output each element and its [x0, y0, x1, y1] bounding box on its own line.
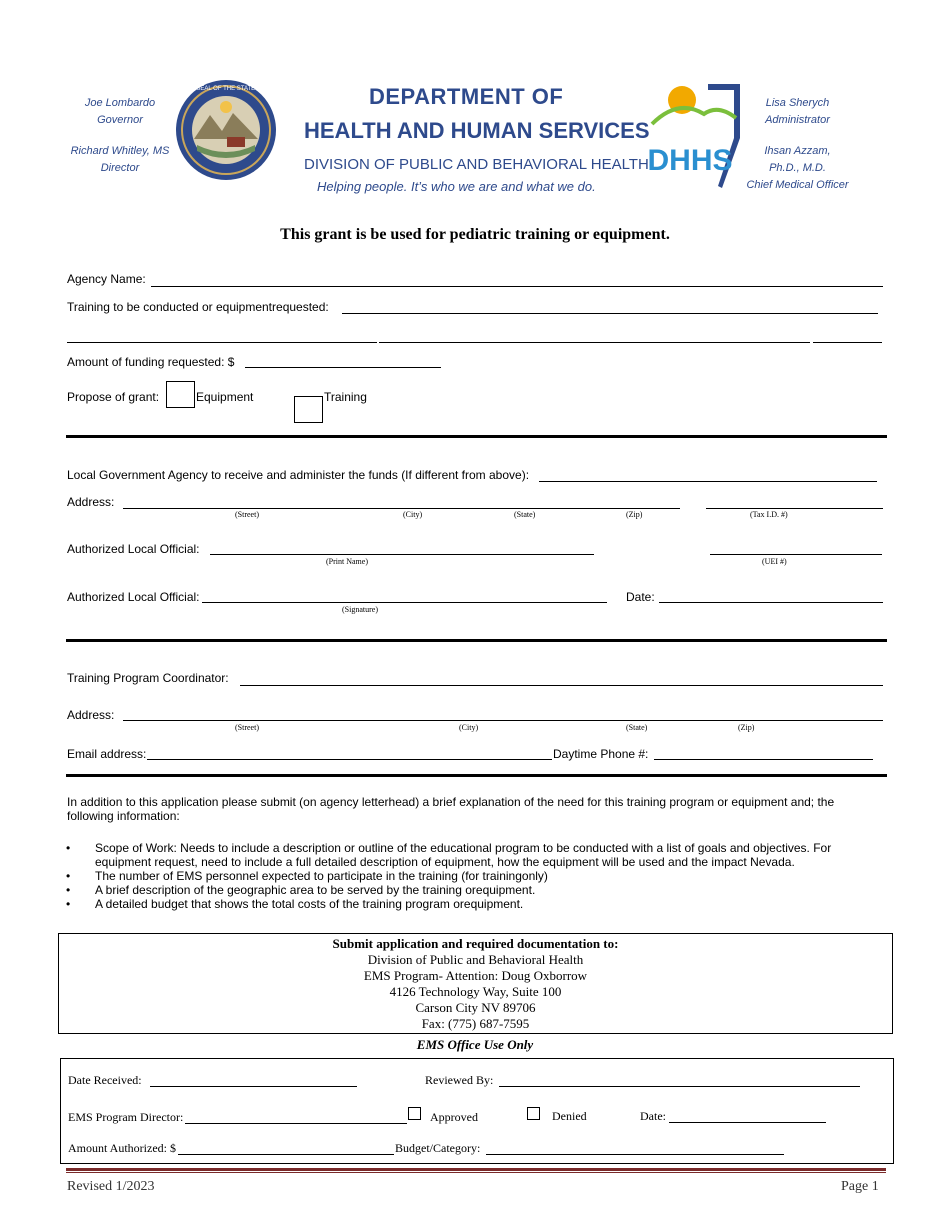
official-print-name-field[interactable]: [210, 554, 594, 555]
uei-caption: (UEI #): [762, 557, 787, 566]
state-caption: (State): [626, 723, 648, 732]
approved-checkbox[interactable]: [408, 1107, 421, 1120]
training-equipment-field-2b[interactable]: [379, 342, 810, 343]
amount-requested-label: Amount of funding requested: $: [67, 355, 235, 369]
tagline: Helping people. It’s who we are and what we do.: [317, 179, 596, 194]
coordinator-field[interactable]: [240, 685, 883, 686]
admin-name: Lisa Sherych: [765, 97, 830, 109]
cmo-name-1: Ihsan Azzam,: [764, 145, 831, 157]
governor-title: Governor: [97, 114, 143, 126]
governor-name: Joe Lombardo: [84, 97, 156, 109]
seal-text: THE GREAT SEAL OF THE STATE OF NEVADA: [160, 86, 292, 92]
street-caption: (Street): [235, 510, 259, 519]
purpose-label: Propose of grant:: [67, 390, 160, 404]
uei-field[interactable]: [710, 554, 882, 555]
local-gov-label: Local Government Agency to receive and administer the funds (If different from above):: [67, 468, 530, 482]
local-gov-field[interactable]: [539, 481, 877, 482]
submit-line: Fax: (775) 687-7595: [421, 1016, 530, 1031]
training-equipment-field[interactable]: [342, 313, 878, 314]
date-label: Date:: [626, 590, 655, 604]
agency-name-field[interactable]: [151, 286, 883, 287]
cmo-name-2: Ph.D., M.D.: [769, 162, 826, 174]
instruction-item: • The number of EMS personnel expected to participate in the training (for trainingonly): [66, 869, 878, 883]
amount-authorized-field[interactable]: [178, 1154, 394, 1155]
footer-rule: [66, 1168, 886, 1171]
state-caption: (State): [514, 510, 536, 519]
zip-caption: (Zip): [738, 723, 755, 732]
official-signature-label: Authorized Local Official:: [67, 590, 200, 604]
program-director-label: EMS Program Director:: [68, 1110, 184, 1124]
coordinator-label: Training Program Coordinator:: [67, 671, 229, 685]
logo-text: DHHS: [647, 144, 733, 177]
coordinator-address-field[interactable]: [123, 720, 883, 721]
denied-label: Denied: [552, 1109, 587, 1123]
submit-instructions-box: [58, 933, 893, 1034]
instructions-intro: In addition to this application please submit (on agency letterhead) a brief explanation of the need for this training program or equipment and; the following information:: [67, 795, 835, 823]
instruction-item: • A brief description of the geographic area to be served by the training orequipment.: [66, 883, 878, 897]
instruction-item: • Scope of Work: Needs to include a description or outline of the educational program to be conducted with a list of goals and objectives. For equipment request, need to include a full detailed description of equipment, how the equipment will be used and the impact Nevada.: [66, 841, 878, 869]
equipment-checkbox[interactable]: [166, 381, 195, 408]
city-caption: (City): [403, 510, 423, 519]
training-equipment-field-2a[interactable]: [67, 342, 377, 343]
admin-title: Administrator: [765, 114, 830, 126]
official-label: Authorized Local Official:: [67, 542, 200, 556]
equipment-label: Equipment: [196, 390, 254, 404]
section-divider: [66, 639, 887, 642]
submit-line: Carson City NV 89706: [415, 1000, 536, 1015]
agency-name-label: Agency Name:: [67, 272, 146, 286]
footer-rule-thin: [66, 1172, 886, 1173]
denied-checkbox[interactable]: [527, 1107, 540, 1120]
office-use-heading: EMS Office Use Only: [416, 1037, 534, 1052]
budget-category-field[interactable]: [486, 1154, 784, 1155]
reviewed-by-label: Reviewed By:: [425, 1073, 494, 1087]
revised-date: Revised 1/2023: [67, 1179, 155, 1194]
address-label: Address:: [67, 495, 115, 509]
office-date-field[interactable]: [669, 1122, 826, 1123]
zip-caption: (Zip): [626, 510, 643, 519]
official-signature-field[interactable]: [202, 602, 607, 603]
email-field[interactable]: [147, 759, 552, 760]
print-name-caption: (Print Name): [326, 557, 368, 566]
page-number: Page 1: [841, 1179, 879, 1194]
director-name: Richard Whitley, MS: [70, 145, 170, 157]
cmo-title: Chief Medical Officer: [746, 179, 849, 191]
address-field[interactable]: [123, 508, 680, 509]
tax-id-caption: (Tax I.D. #): [750, 510, 788, 519]
phone-field[interactable]: [654, 759, 873, 760]
dept-line2: HEALTH AND HUMAN SERVICES: [304, 118, 650, 143]
submit-line: Division of Public and Behavioral Health: [367, 952, 584, 967]
governor-block: [60, 95, 180, 177]
date-received-field[interactable]: [150, 1086, 357, 1087]
training-equipment-label: Training to be conducted or equipmentrequested:: [67, 300, 329, 314]
submit-line: 4126 Technology Way, Suite 100: [389, 984, 562, 999]
amount-requested-field[interactable]: [245, 367, 441, 368]
tax-id-field[interactable]: [706, 508, 883, 509]
date-received-label: Date Received:: [68, 1073, 142, 1087]
director-title: Director: [100, 162, 140, 174]
email-label: Email address:: [67, 747, 147, 761]
reviewed-by-field[interactable]: [499, 1086, 860, 1087]
dhhs-logo-icon: [648, 78, 744, 194]
submit-line: EMS Program- Attention: Doug Oxborrow: [363, 968, 588, 983]
program-director-field[interactable]: [185, 1123, 407, 1124]
amount-authorized-label: Amount Authorized: $: [68, 1141, 176, 1155]
approved-label: Approved: [430, 1110, 478, 1124]
coordinator-address-label: Address:: [67, 708, 115, 722]
budget-category-label: Budget/Category:: [395, 1141, 481, 1155]
nevada-seal-icon: [160, 79, 292, 181]
instructions-list: [66, 841, 878, 911]
section-divider: [66, 435, 887, 438]
phone-label: Daytime Phone #:: [553, 747, 649, 761]
date-field[interactable]: [659, 602, 883, 603]
section-divider: [66, 774, 887, 777]
signature-caption: (Signature): [342, 605, 378, 614]
city-caption: (City): [459, 723, 479, 732]
training-option-label: Training: [324, 390, 367, 404]
street-caption: (Street): [235, 723, 259, 732]
submit-heading: Submit application and required documentation to:: [332, 936, 619, 951]
administrator-block: [740, 95, 855, 194]
form-title: This grant is be used for pediatric training or equipment.: [280, 226, 670, 243]
training-equipment-field-2c[interactable]: [813, 342, 882, 343]
office-date-label: Date:: [640, 1109, 666, 1123]
division-name: DIVISION OF PUBLIC AND BEHAVIORAL HEALTH: [304, 156, 649, 173]
instruction-item: • A detailed budget that shows the total costs of the training program orequipment.: [66, 897, 878, 911]
dept-line1: DEPARTMENT OF: [369, 84, 564, 109]
training-checkbox[interactable]: [294, 396, 323, 423]
